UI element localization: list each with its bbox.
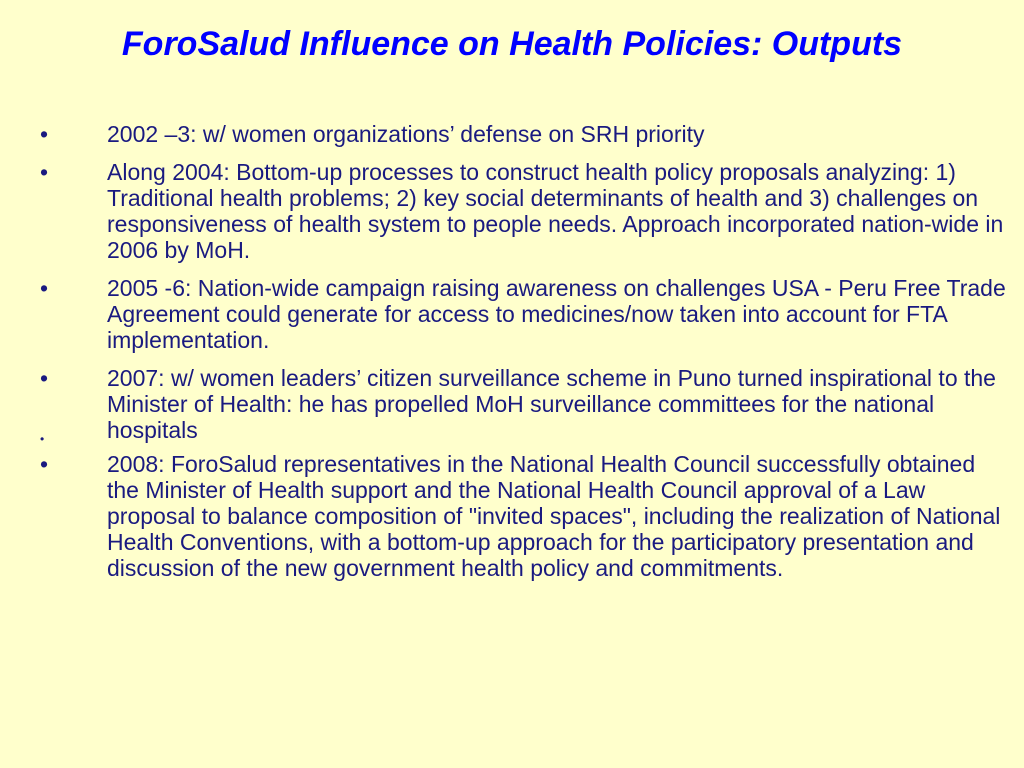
bullet-list bbox=[40, 121, 1010, 593]
bullet-dot-icon: • bbox=[40, 121, 49, 147]
slide-title: ForoSalud Influence on Health Policies: Outputs bbox=[121, 25, 903, 63]
bullet-dot-icon: • bbox=[40, 159, 49, 185]
empty-bullet bbox=[40, 432, 1010, 449]
bullet-text: 2005 -6: Nation-wide campaign raising awareness on challenges USA - Peru Free Trade Agreement could generate for access to medicines/now taken into account for FTA implementation. bbox=[107, 275, 1006, 353]
bullet-item-2008 bbox=[40, 451, 1010, 581]
small-bullet-dot-icon: • bbox=[40, 432, 45, 446]
bullet-item-2002 bbox=[40, 121, 1010, 147]
bullet-text: Along 2004: Bottom-up processes to construct health policy proposals analyzing: 1) Traditional health problems; 2) key social determinants of health and 3) challenges on responsiveness of health system to people needs. Approach incorporated nation-wide in 2006 by MoH. bbox=[107, 159, 1004, 263]
bullet-dot-icon: • bbox=[40, 365, 49, 391]
bullet-item-2007 bbox=[40, 365, 1010, 446]
bullet-text: 2007: w/ women leaders’ citizen surveillance scheme in Puno turned inspirational to the Minister of Health: he has propelled MoH surveillance committees for the national hospitals bbox=[107, 365, 996, 443]
bullet-dot-icon: • bbox=[40, 275, 49, 301]
bullet-text: 2008: ForoSalud representatives in the National Health Council successfully obtained the Minister of Health support and the National Health Council approval of a Law proposal to balance composition of "invited spaces", including the realization of National Health Conventions, with a bottom-up approach for the participatory presentation and discussion of the new government health policy and commitments. bbox=[107, 451, 1001, 581]
bullet-item-2005 bbox=[40, 275, 1010, 353]
bullet-dot-icon: • bbox=[40, 451, 49, 477]
bullet-text: 2002 –3: w/ women organizations’ defense on SRH priority bbox=[107, 121, 705, 147]
bullet-item-2004 bbox=[40, 159, 1010, 263]
